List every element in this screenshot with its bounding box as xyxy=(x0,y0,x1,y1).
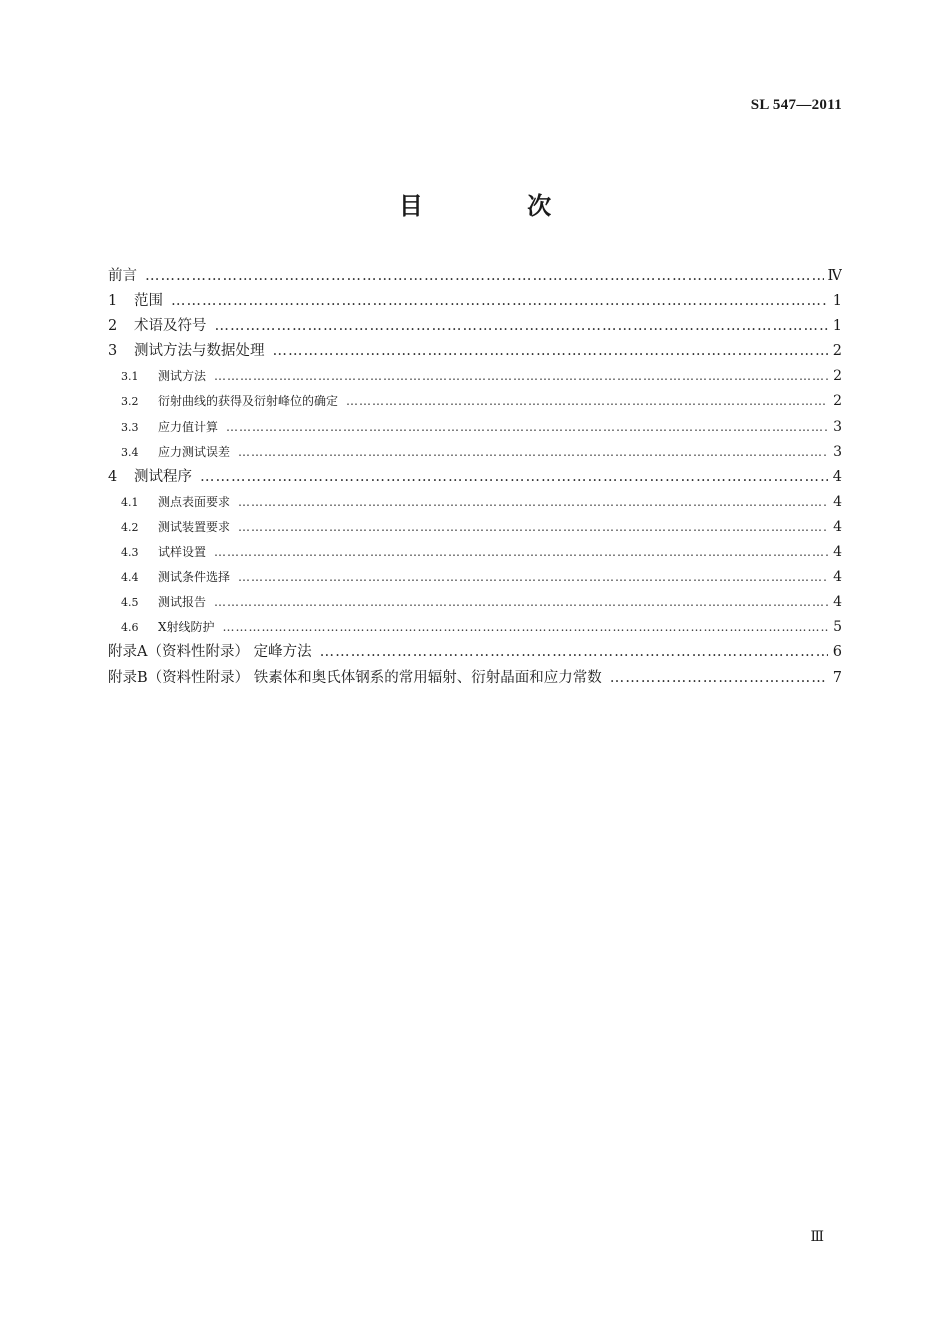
toc-entry-label: 测试程序 xyxy=(134,468,192,485)
toc-entry-label: 测试方法与数据处理 xyxy=(134,343,265,360)
toc-entry-label: 术语及符号 xyxy=(134,318,207,335)
toc-entry-page: 1 xyxy=(832,293,842,310)
toc-entry-appendix-a[interactable] xyxy=(108,640,842,665)
toc-entry-label: 应力值计算 xyxy=(158,419,219,434)
toc-entry-page: 4 xyxy=(833,569,842,586)
toc-entry-label: 测试条件选择 xyxy=(158,570,231,585)
toc-leader-dots xyxy=(223,615,828,640)
toc-entry-4-4[interactable] xyxy=(108,565,842,590)
toc-entry-label: 测试报告 xyxy=(158,595,207,610)
toc-entry-label: 试样设置 xyxy=(158,545,207,560)
table-of-contents xyxy=(108,264,842,691)
toc-entry-label: 附录B（资料性附录） 铁素体和奥氏体钢系的常用辐射、衍射晶面和应力常数 xyxy=(108,669,602,686)
toc-leader-dots xyxy=(273,339,829,364)
toc-leader-dots xyxy=(238,490,828,515)
toc-entry-page: 4 xyxy=(833,544,842,561)
toc-entry-foreword[interactable] xyxy=(108,264,842,289)
toc-entry-number: 2 xyxy=(108,318,118,335)
toc-entry-number: 1 xyxy=(108,293,118,310)
toc-entry-4-2[interactable] xyxy=(108,515,842,540)
toc-leader-dots xyxy=(238,565,828,590)
toc-entry-label: X射线防护 xyxy=(158,620,215,635)
toc-leader-dots xyxy=(200,465,828,490)
toc-entry-number: 3.1 xyxy=(121,370,139,384)
toc-entry-number: 3.3 xyxy=(121,420,139,434)
toc-entry-3-1[interactable] xyxy=(108,364,842,389)
toc-leader-dots xyxy=(214,590,828,615)
toc-entry-page: 1 xyxy=(832,318,842,335)
toc-leader-dots xyxy=(171,289,828,314)
toc-entry-4-1[interactable] xyxy=(108,490,842,515)
toc-entry-page: 2 xyxy=(832,343,842,360)
toc-entry-number: 4.3 xyxy=(121,546,139,560)
toc-entry-number: 4.2 xyxy=(121,520,139,534)
toc-leader-dots xyxy=(215,314,829,339)
toc-leader-dots xyxy=(238,515,828,540)
toc-entry-label: 测试方法 xyxy=(158,369,207,384)
toc-entry-4[interactable] xyxy=(108,465,842,490)
toc-entry-appendix-b[interactable] xyxy=(108,666,842,691)
toc-entry-label: 前言 xyxy=(108,268,137,284)
toc-leader-dots xyxy=(226,415,828,440)
toc-entry-3-2[interactable] xyxy=(108,389,842,414)
toc-entry-page: 7 xyxy=(832,669,842,686)
toc-entry-1[interactable] xyxy=(108,289,842,314)
toc-entry-4-3[interactable] xyxy=(108,540,842,565)
toc-entry-3-3[interactable] xyxy=(108,415,842,440)
toc-entry-page: 4 xyxy=(833,493,842,510)
toc-entry-number: 4.1 xyxy=(121,495,139,509)
toc-entry-page: 2 xyxy=(833,393,842,410)
toc-entry-label: 范围 xyxy=(134,293,163,310)
toc-entry-number: 4.6 xyxy=(121,621,139,635)
toc-entry-label: 应力测试误差 xyxy=(158,444,231,459)
toc-entry-number: 4.4 xyxy=(121,571,139,585)
toc-entry-label: 测试装置要求 xyxy=(158,519,231,534)
toc-leader-dots xyxy=(214,364,828,389)
toc-entry-page: 4 xyxy=(833,518,842,535)
toc-entry-number: 3.4 xyxy=(121,445,139,459)
toc-entry-4-6[interactable] xyxy=(108,615,842,640)
toc-entry-page: 6 xyxy=(832,644,842,661)
page-number: Ⅲ xyxy=(810,1229,824,1245)
toc-entry-label: 衍射曲线的获得及衍射峰位的确定 xyxy=(158,394,339,409)
toc-entry-page: 4 xyxy=(833,594,842,611)
toc-title: 目 次 xyxy=(398,192,600,220)
document-code: SL 547—2011 xyxy=(750,97,842,113)
toc-entry-label: 附录A（资料性附录） 定峰方法 xyxy=(108,644,312,661)
toc-entry-3[interactable] xyxy=(108,339,842,364)
toc-leader-dots xyxy=(346,389,828,414)
toc-leader-dots xyxy=(238,440,828,465)
toc-entry-page: 4 xyxy=(832,468,842,485)
toc-entry-4-5[interactable] xyxy=(108,590,842,615)
toc-entry-page: 2 xyxy=(833,368,842,385)
toc-entry-2[interactable] xyxy=(108,314,842,339)
toc-entry-3-4[interactable] xyxy=(108,440,842,465)
toc-leader-dots xyxy=(320,640,828,665)
toc-entry-number: 3 xyxy=(108,343,118,360)
toc-entry-page: Ⅳ xyxy=(827,268,842,284)
toc-leader-dots xyxy=(610,666,828,691)
toc-entry-number: 4 xyxy=(108,468,118,485)
toc-entry-page: 3 xyxy=(833,418,842,435)
toc-entry-label: 测点表面要求 xyxy=(158,494,231,509)
toc-entry-page: 3 xyxy=(833,443,842,460)
toc-leader-dots xyxy=(145,264,824,289)
toc-entry-number: 4.5 xyxy=(121,596,139,610)
toc-leader-dots xyxy=(214,540,828,565)
toc-entry-number: 3.2 xyxy=(121,395,139,409)
toc-entry-page: 5 xyxy=(833,619,842,636)
